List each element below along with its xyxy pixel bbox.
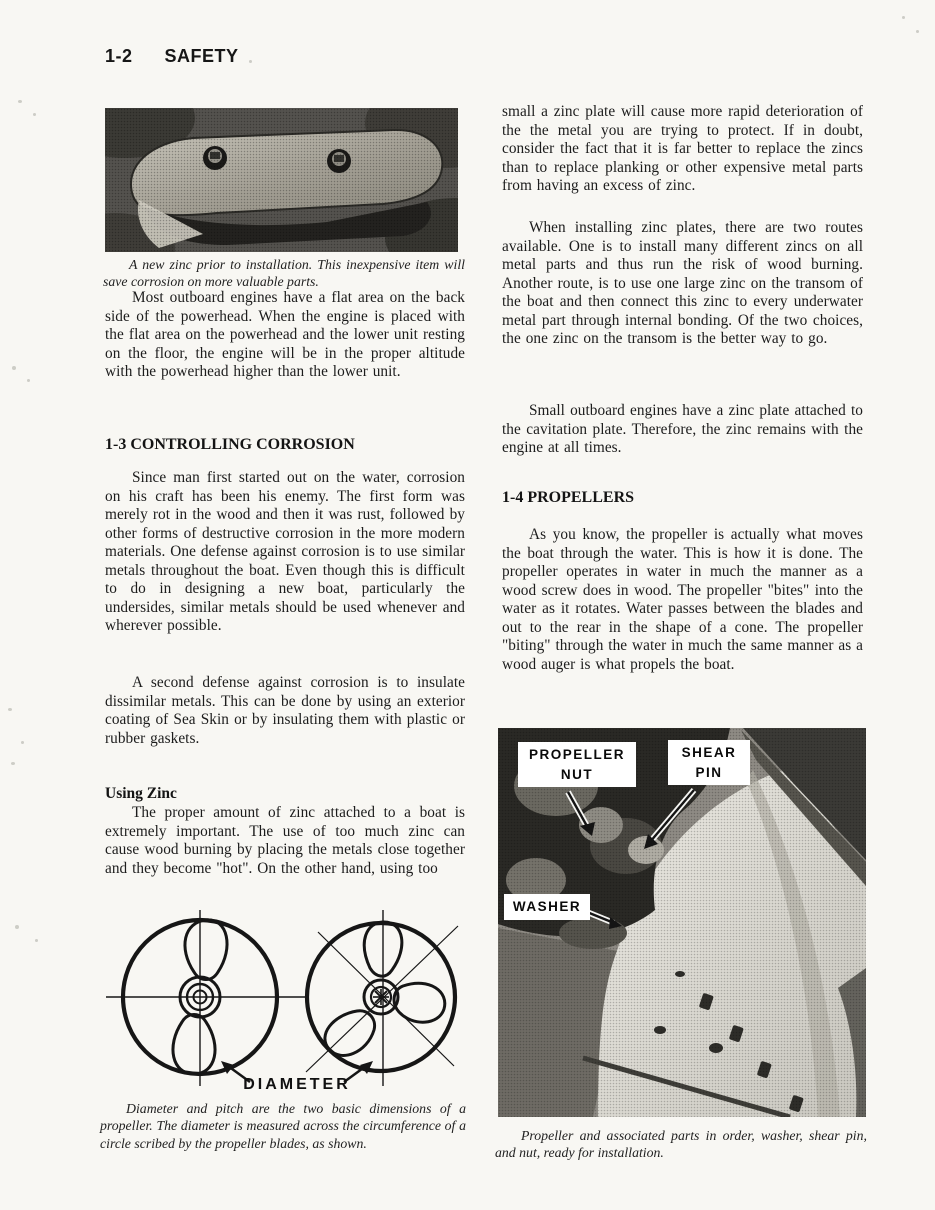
scan-speck [18,100,22,103]
page-title: SAFETY [164,46,239,66]
page-number: 1-2 [105,46,133,66]
scan-speck [35,939,38,942]
para-flat-area: Most outboard engines have a flat area on the back side of the powerhead. When the engine is placed with the flat area on the powerhead and the lower unit resting on the floor, the engine will be in the proper altitude with the powerhead higher than the lower unit. [105,289,465,380]
scan-speck [12,366,16,370]
propeller-parts-photo [498,728,866,1117]
subheading-using-zinc: Using Zinc [105,785,177,802]
para-insulate: A second defense against corrosion is to insulate dissimilar metals. This can be done by using an exterior coating of Sea Skin or by insulating them with plastic or rubber gaskets. [105,674,465,747]
scan-speck [249,60,252,63]
section-heading-1-4: 1-4 PROPELLERS [502,489,635,506]
para-installing: When installing zinc plates, there are two routes available. One is to install many different zincs on all metal parts and thus run the risk of wood burning. Another route, is to use one large zinc on the transom of the boat and then connect this zinc to every underwater metal part through internal bonding. Of the two choices, the one zinc on the transom is the better way to go. [502,219,863,347]
scan-speck [916,30,919,33]
propeller-nut-label-line1: PROPELLER [528,747,625,762]
para-propeller: As you know, the propeller is actually what moves the boat through the water. This is how it is done. The propeller operates in water in much the manner as a wood screw does in wood. The propeller "bites" into the water as it rotates. Water passes between the blades and out to the rear in the shape of a cone. The propeller "biting" through the water in much the same manner as a wood auger is what propels the boat. [502,526,863,673]
propeller-nut-label [518,742,636,787]
para-corrosion: Since man first started out on the water, corrosion on his craft has been his enemy. The first form was merely rot in the wood and then it was rust, followed by other forms of destructive corrosion in the more modern materials. One defense against corrosion is to use similar metals throughout the boat. Even though this is difficult to do in designing a new boat, particularly the undersides, similar metals should be used whenever and wherever possible. [105,469,465,634]
shear-pin-label-line1: SHEAR [681,745,737,760]
propeller-diameter-diagram-image [100,908,472,1100]
page-header [105,46,239,67]
scan-speck [27,379,30,382]
zinc-photo-caption: A new zinc prior to installation. This inexpensive item will save corrosion on more valuable parts. [103,257,465,290]
zinc-plate-photo-image [105,108,458,252]
scan-speck [11,762,15,765]
propeller-diameter-diagram [100,908,472,1100]
para-using-zinc: The proper amount of zinc attached to a boat is extremely important. The use of too much zinc can cause wood burning by placing the metals close together and they become "hot". On the other hand, using too [105,804,465,877]
para-small-outboard: Small outboard engines have a zinc plate attached to the cavitation plate. Therefore, the zinc remains with the engine at all times. [502,402,863,456]
zinc-plate-photo [105,108,458,252]
diameter-label: DIAMETER [243,1076,351,1093]
diagram-caption: Diameter and pitch are the two basic dimensions of a propeller. The diameter is measured across the circumference of a circle scribed by the propeller blades, as shown. [100,1101,466,1151]
scan-speck [902,16,905,19]
scan-speck [33,113,36,116]
scan-speck [8,708,12,711]
shear-pin-label [668,740,750,785]
propeller-photo-caption: Propeller and associated parts in order, washer, shear pin, and nut, ready for installation. [495,1128,867,1161]
para-small-zinc: small a zinc plate will cause more rapid deterioration of the the metal you are trying to protect. If in doubt, consider the fact that it is far better to replace the zincs than to replace planking or other expensive metal parts from having an excess of zinc. [502,103,863,194]
section-heading-1-3: 1-3 CONTROLLING CORROSION [105,436,355,453]
propeller-nut-label-line2: NUT [560,766,594,782]
scan-speck [15,925,19,929]
scan-speck [21,741,24,744]
washer-label: WASHER [504,894,590,920]
shear-pin-label-line2: PIN [695,764,723,780]
